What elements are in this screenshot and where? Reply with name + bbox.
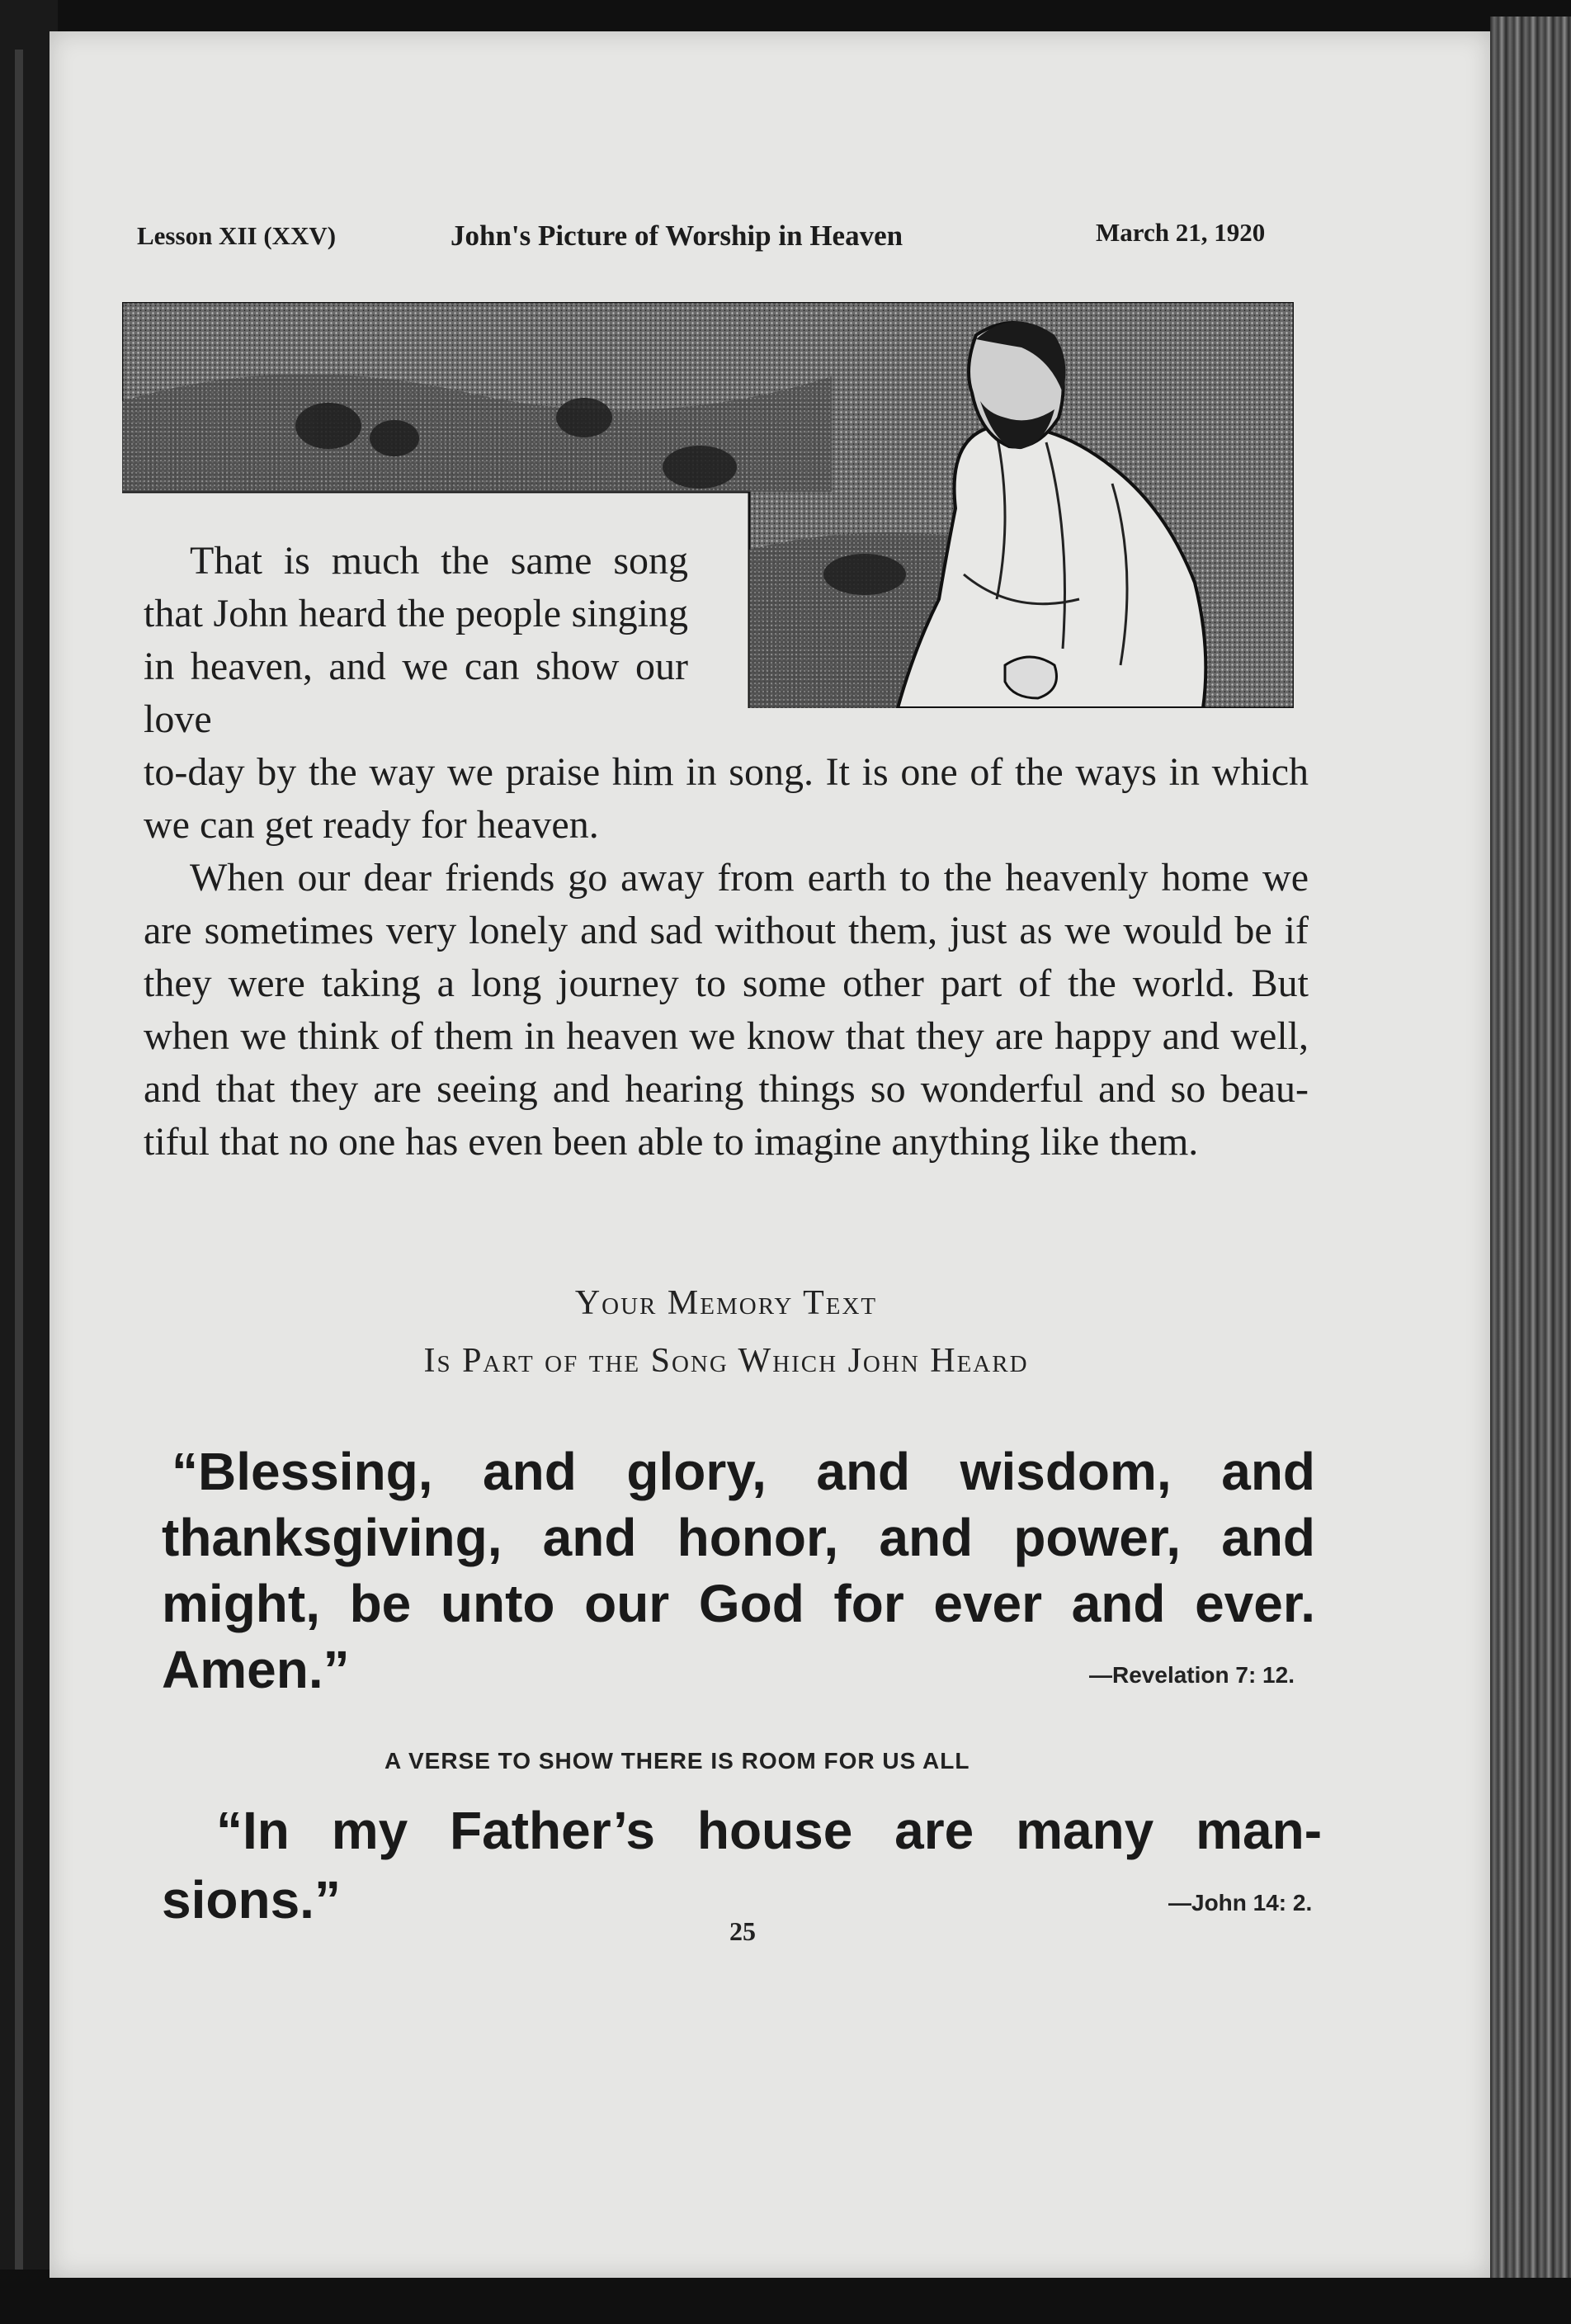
memory-verse-text: “Blessing, and glory, and wisdom, and thanksgiving, and honor, and power, and might, be unto our God for ever and ever.: [162, 1442, 1315, 1633]
lesson-number: Lesson XII (XXV): [137, 221, 337, 250]
paragraph-1-wrap: That is much the same song that John heard the people singing in heaven, and we can show our love: [144, 539, 688, 741]
verse-heading: A VERSE TO SHOW THERE IS ROOM FOR US ALL: [384, 1748, 970, 1774]
memory-verse-end: Amen.”: [162, 1640, 350, 1699]
lesson-date: March 21, 1920: [1096, 218, 1266, 247]
memory-text-heading: Your Memory Text: [574, 1284, 878, 1322]
paragraph-1-rest: to-day by the way we praise him in song. It is one of the ways in which we can get ready for heaven.: [144, 750, 1309, 847]
verse-reference: —John 14: 2.: [1168, 1890, 1313, 1915]
paragraph-2: When our dear friends go away from earth to the heavenly home we are sometimes very lonely and sad without them, just as we would be if they were taking a long journey to some other part of the world. But when we think of them in heaven we know that they are happy and well, and that they are seeing and hearing things so wonderful and so beau-tiful that no one has even been able to imagine anything like them.: [144, 856, 1309, 1164]
book-spine-edge: [1490, 17, 1571, 2278]
page-number: 25: [729, 1916, 756, 1946]
lesson-title: John's Picture of Worship in Heaven: [451, 220, 903, 252]
verse-text: “In my Father’s house are many man-: [216, 1801, 1322, 1860]
memory-verse-reference: —Revelation 7: 12.: [1089, 1662, 1295, 1688]
memory-text-subheading: Is Part of the Song Which John Heard: [423, 1342, 1029, 1380]
verse-end: sions.”: [162, 1870, 341, 1930]
